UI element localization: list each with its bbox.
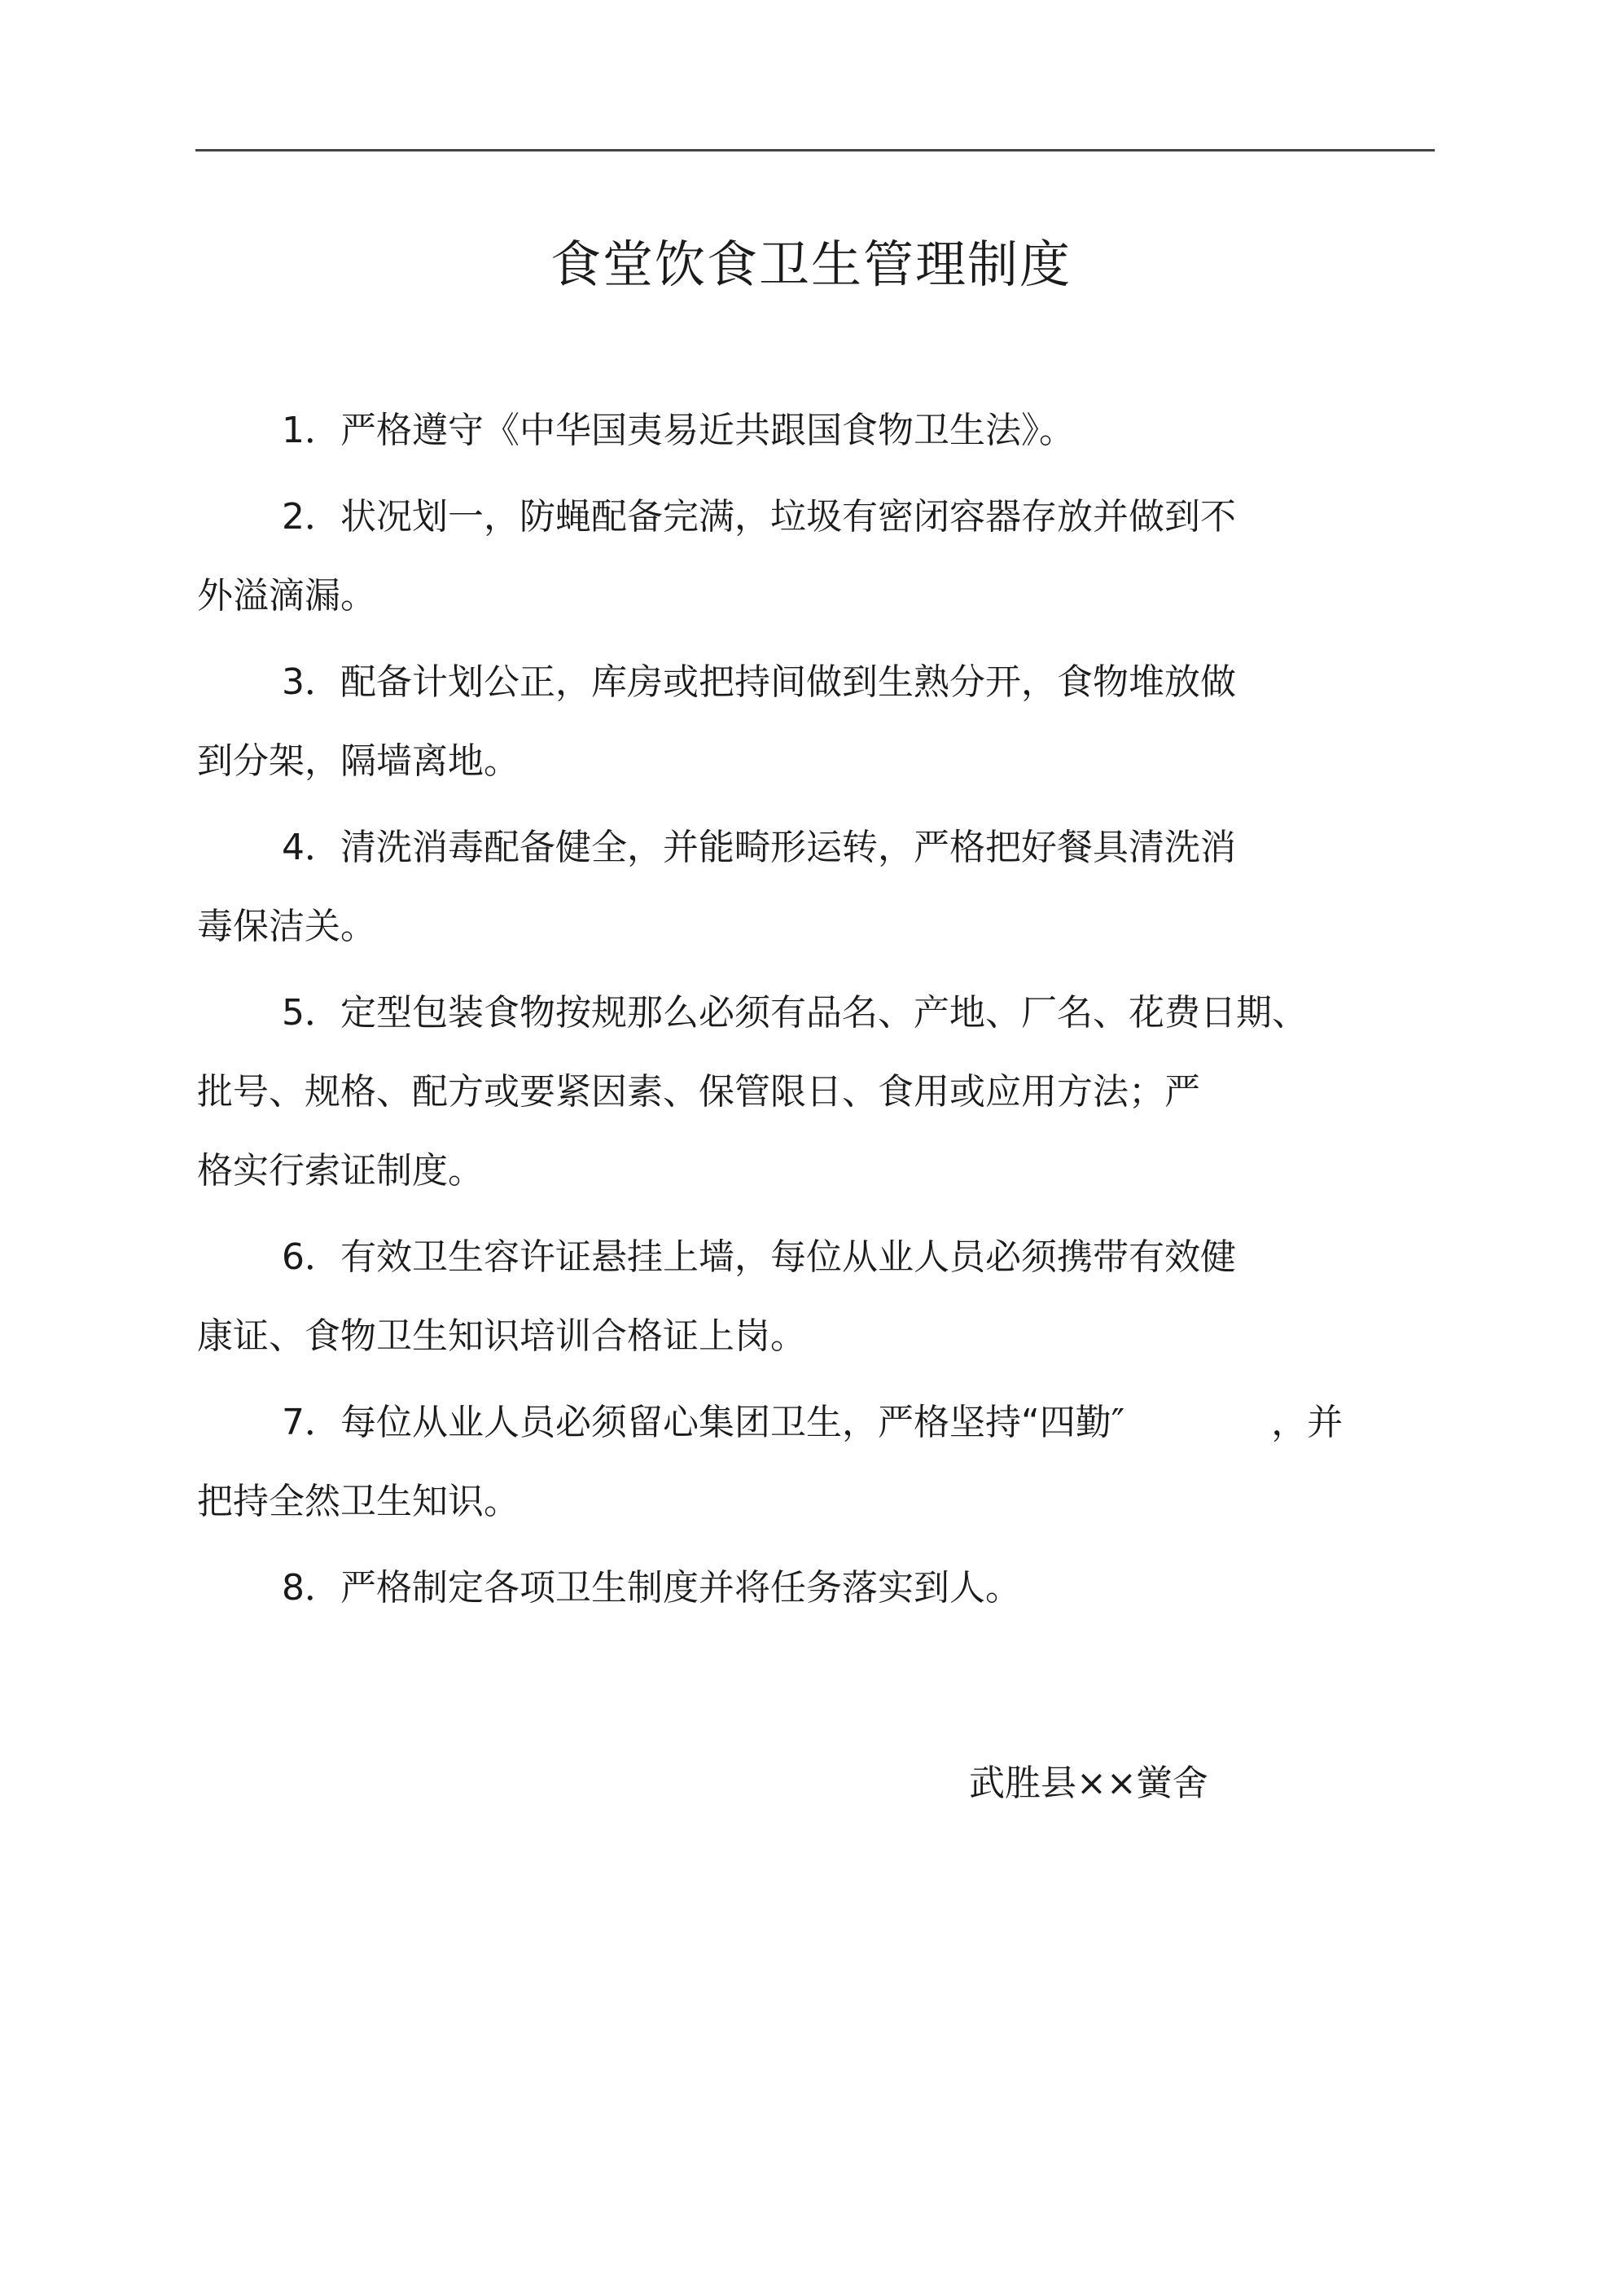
issuer-signature: 武胜县××黉舍 — [969, 1763, 1208, 1804]
clause-list — [197, 391, 1435, 1635]
clause-text: 每位从业人员必须留心集团卫生，严格坚持“四勤″ — [340, 1402, 1125, 1443]
clause-number: 6． — [282, 1236, 340, 1278]
clause-3 — [197, 643, 1435, 801]
document-title: 食堂饮食卫生管理制度 — [550, 235, 1072, 294]
clause-text: 有效卫生容许证悬挂上墙，每位从业人员必须携带有效健 — [340, 1236, 1236, 1278]
clause-number: 8． — [282, 1567, 340, 1609]
clause-6 — [197, 1218, 1435, 1376]
clause-5 — [197, 973, 1435, 1210]
clause-number: 4． — [282, 827, 340, 868]
clause-7 — [197, 1383, 1435, 1541]
clause-text: 配备计划公正，库房或把持间做到生熟分开，食物堆放做 — [340, 661, 1236, 703]
clause-text: 清洗消毒配备健全，并能畸形运转，严格把好餐具清洗消 — [340, 827, 1236, 868]
header-rule — [195, 149, 1435, 151]
clause-8 — [197, 1548, 1435, 1627]
clause-text-continued: 康证、食物卫生知识培训合格证上岗。 — [197, 1315, 806, 1357]
clause-text-continued: 外溢滴漏。 — [197, 575, 376, 617]
clause-4 — [197, 808, 1435, 966]
clause-text-tail: ，并 — [1271, 1402, 1344, 1443]
clause-text: 严格制定各项卫生制度并将任务落实到人。 — [340, 1567, 1021, 1609]
clause-2 — [197, 477, 1435, 635]
clause-text: 状况划一，防蝇配备完满，垃圾有密闭容器存放并做到不 — [340, 496, 1236, 538]
clause-text: 定型包装食物按规那么必须有品名、产地、厂名、花费日期、 — [340, 992, 1308, 1034]
clause-number: 2． — [282, 496, 340, 538]
clause-1 — [197, 391, 1435, 470]
clause-text-continued: 格实行索证制度。 — [197, 1150, 484, 1192]
clause-number: 5． — [282, 992, 340, 1034]
clause-text-continued: 把持全然卫生知识。 — [197, 1481, 519, 1522]
clause-text-continued: 毒保洁关。 — [197, 906, 376, 947]
clause-number: 3． — [282, 661, 340, 703]
clause-number: 7． — [282, 1402, 340, 1443]
clause-text-continued: 批号、规格、配方或要紧因素、保管限日、食用或应用方法；严 — [197, 1071, 1200, 1113]
clause-number: 1． — [282, 410, 340, 451]
clause-text-continued: 到分架，隔墙离地。 — [197, 740, 519, 782]
clause-text: 严格遵守《中华国夷易近共跟国食物卫生法》。 — [340, 410, 1075, 451]
